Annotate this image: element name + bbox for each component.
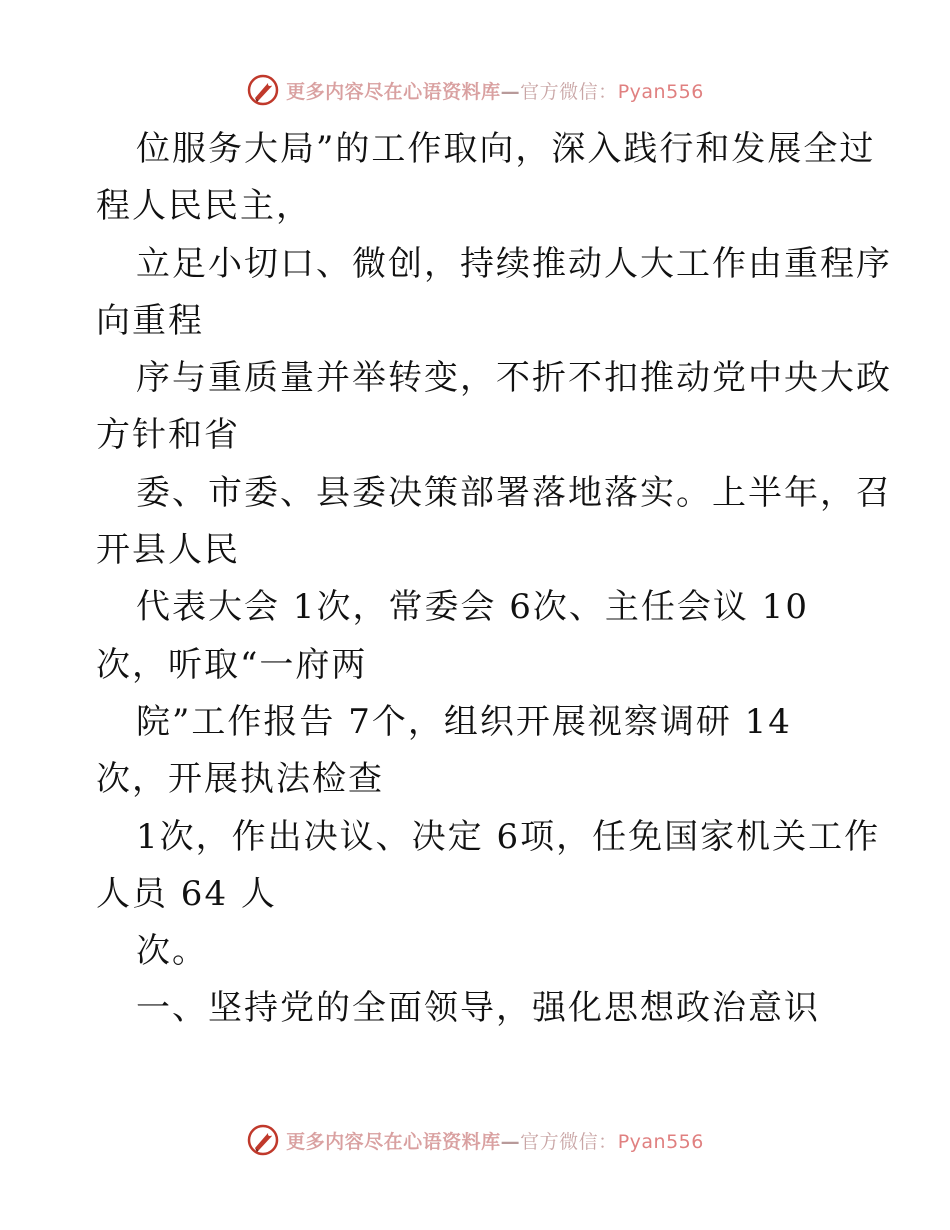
- paragraph-line: 向重程: [96, 300, 204, 341]
- paragraph-line: 程人民民主，: [96, 186, 312, 227]
- paragraph-line: 院”工作报告 7个，组织开展视察调研 14: [136, 701, 792, 742]
- paragraph-line: 代表大会 1次，常委会 6次、主任会议 10: [136, 587, 809, 628]
- paragraph-line: 次，听取“一府两: [96, 644, 368, 685]
- paragraph-line: 方针和省: [96, 415, 240, 456]
- document-body: [96, 121, 892, 1038]
- banner-main-text: 更多内容尽在心语资料库: [286, 1130, 501, 1153]
- pen-logo-icon: [246, 73, 280, 107]
- paragraph-line: 次，开展执法检查: [96, 759, 384, 800]
- banner-main-text: 更多内容尽在心语资料库: [286, 80, 501, 103]
- pen-logo-icon: [246, 1123, 280, 1157]
- paragraph-line: 位服务大局”的工作取向，深入践行和发展全过: [136, 129, 876, 169]
- banner-separator: —: [500, 80, 521, 103]
- header-banner: [0, 70, 950, 110]
- banner-wechat-id: Pyan556: [617, 1130, 704, 1153]
- paragraph-line: 开县人民: [96, 530, 240, 571]
- section-heading: 一、坚持党的全面领导，强化思想政治意识: [136, 988, 820, 1029]
- paragraph-line: 序与重质量并举转变，不折不扣推动党中央大政: [136, 358, 892, 399]
- banner-separator: —: [500, 1130, 521, 1153]
- paragraph-line: 委、市委、县委决策部署落地落实。上半年，召: [136, 472, 892, 513]
- paragraph-line: 次。: [136, 931, 208, 972]
- paragraph-line: 1次，作出决议、决定 6项，任免国家机关工作: [136, 816, 881, 857]
- banner-wechat-id: Pyan556: [617, 80, 704, 103]
- banner-wechat-label: 官方微信：: [520, 1130, 618, 1153]
- banner-wechat-label: 官方微信：: [520, 80, 618, 103]
- footer-banner: [0, 1120, 950, 1160]
- paragraph-line: 立足小切口、微创，持续推动人大工作由重程序: [136, 243, 892, 284]
- paragraph-line: 人员 64 人: [96, 873, 277, 914]
